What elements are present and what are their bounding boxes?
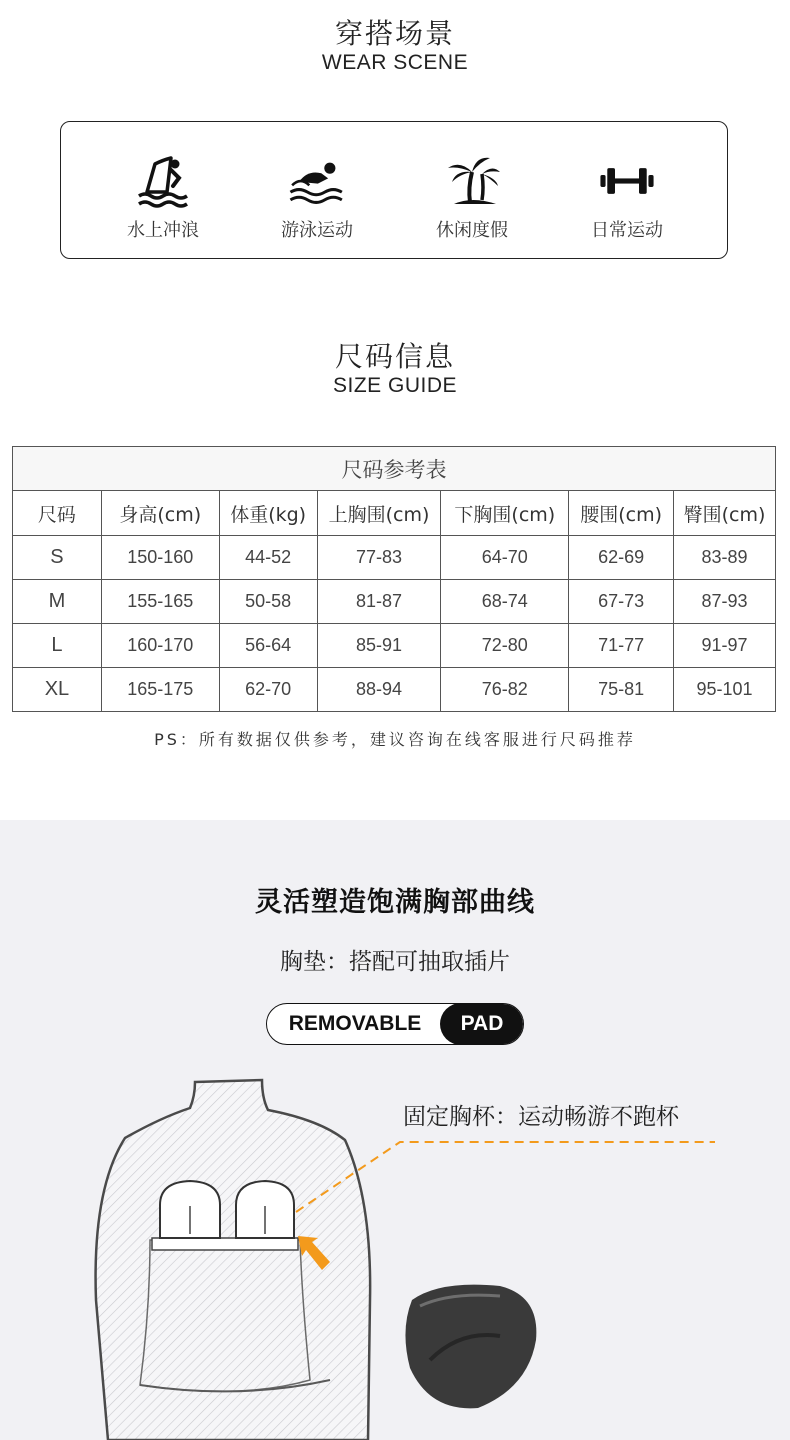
- size-guide-title-en: SIZE GUIDE: [332, 374, 458, 397]
- table-cell: XL: [13, 668, 102, 712]
- scene-item-surfing: [93, 152, 233, 242]
- scene-item-swimming: [247, 152, 387, 242]
- scene-label-surfing: 水上冲浪: [127, 220, 199, 241]
- table-cell: 76-82: [441, 668, 569, 712]
- table-cell: 87-93: [674, 580, 776, 624]
- table-cell: 150-160: [101, 536, 219, 580]
- swimming-icon: [287, 152, 347, 210]
- fixed-cup-callout: 固定胸杯：运动畅游不跑杯: [403, 1104, 679, 1130]
- table-cell: 56-64: [219, 624, 317, 668]
- table-cell: 50-58: [219, 580, 317, 624]
- table-cell: 64-70: [441, 536, 569, 580]
- wear-scene-title-zh: 穿搭场景: [334, 17, 455, 50]
- under-band: [152, 1238, 298, 1250]
- table-cell: 62-70: [219, 668, 317, 712]
- table-row: [13, 624, 776, 668]
- header-cell: 身高(cm): [101, 491, 219, 536]
- table-cell: 77-83: [317, 536, 441, 580]
- header-cell: 腰围(cm): [569, 491, 674, 536]
- palm-tree-icon: [442, 152, 502, 210]
- table-cell: M: [13, 580, 102, 624]
- garment-front-panel: [140, 1240, 310, 1391]
- table-row: [13, 580, 776, 624]
- table-cell: 72-80: [441, 624, 569, 668]
- table-cell: S: [13, 536, 102, 580]
- surfing-icon: [133, 152, 193, 210]
- removable-pad-badge: [266, 1003, 524, 1045]
- table-cell: L: [13, 624, 102, 668]
- size-guide-title-zh: 尺码信息: [334, 340, 455, 373]
- table-row: [13, 536, 776, 580]
- table-cell: 88-94: [317, 668, 441, 712]
- header-cell: 体重(kg): [219, 491, 317, 536]
- header-cell: 臀围(cm): [674, 491, 776, 536]
- table-cell: 67-73: [569, 580, 674, 624]
- size-table: [12, 446, 776, 712]
- table-cell: 81-87: [317, 580, 441, 624]
- badge-label-pad: PAD: [440, 1003, 524, 1045]
- badge-label-removable: REMOVABLE: [288, 1012, 422, 1035]
- scene-label-vacation: 休闲度假: [436, 220, 508, 241]
- size-table-header-row: [13, 491, 776, 536]
- header-cell: 下胸围(cm): [441, 491, 569, 536]
- scene-item-sports: [557, 152, 697, 242]
- table-cell: 44-52: [219, 536, 317, 580]
- table-cell: 83-89: [674, 536, 776, 580]
- size-table-caption: 尺码参考表: [13, 447, 776, 491]
- header-cell: 尺码: [13, 491, 102, 536]
- pad-section-subtitle: 胸垫：搭配可抽取插片: [280, 949, 510, 975]
- table-cell: 85-91: [317, 624, 441, 668]
- header-cell: 上胸围(cm): [317, 491, 441, 536]
- size-note: PS：所有数据仅供参考，建议咨询在线客服进行尺码推荐: [154, 730, 636, 749]
- scene-label-swimming: 游泳运动: [281, 220, 353, 241]
- table-cell: 155-165: [101, 580, 219, 624]
- table-cell: 165-175: [101, 668, 219, 712]
- pad-section-title: 灵活塑造饱满胸部曲线: [255, 887, 535, 918]
- wear-scene-title-en: WEAR SCENE: [321, 51, 469, 74]
- scene-label-sports: 日常运动: [591, 220, 663, 241]
- table-cell: 91-97: [674, 624, 776, 668]
- dumbbell-icon: [597, 152, 657, 210]
- table-cell: 68-74: [441, 580, 569, 624]
- table-row: [13, 668, 776, 712]
- wear-scene-panel: [60, 121, 728, 259]
- table-cell: 160-170: [101, 624, 219, 668]
- table-cell: 62-69: [569, 536, 674, 580]
- table-cell: 95-101: [674, 668, 776, 712]
- table-cell: 75-81: [569, 668, 674, 712]
- table-cell: 71-77: [569, 624, 674, 668]
- scene-item-vacation: [402, 152, 542, 242]
